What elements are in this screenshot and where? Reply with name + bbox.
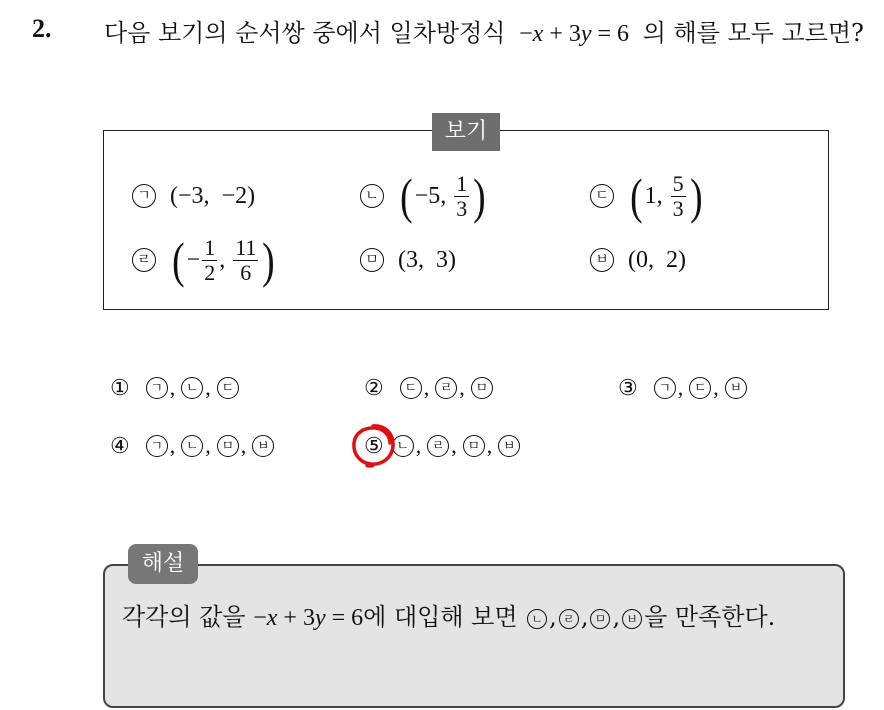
choice-marker: ㅁ (217, 435, 239, 457)
item-4-x-sign: − (186, 246, 201, 273)
bogi-item-1: ㄱ ( −3 , −2 ) (132, 166, 255, 226)
choice-marker: ㄱ (654, 377, 676, 399)
choice-marker: ㄴ (181, 435, 203, 457)
item-4-y-fraction (233, 236, 258, 283)
choice-marker: ㄴ (392, 435, 414, 457)
item-4-x-denominator: 2 (204, 259, 216, 285)
item-2-y-fraction (454, 172, 469, 219)
item-6-x: 0 (636, 246, 648, 273)
item-4-y-numerator: 11 (235, 235, 257, 261)
item-6-y: 2 (666, 246, 678, 273)
option-5[interactable]: ⑤ ㄴ , ㄹ , ㅁ , ㅂ (364, 429, 520, 463)
option-number-3: ③ (618, 375, 638, 400)
item-3-x: 1 (644, 182, 657, 209)
item-4-x-fraction (202, 236, 217, 283)
solution-text-middle: 에 대입해 보면 (363, 603, 518, 631)
solution-text-after: 을 만족한다. (644, 603, 776, 631)
bogi-label: 보기 (432, 113, 500, 151)
question-text-before: 다음 보기의 순서쌍 중에서 일차방정식 (104, 19, 506, 47)
marker-bieup: ㅂ (590, 248, 614, 272)
bogi-item-4: ㄹ ( − $\frac{1}{2}$ , $\frac{11}{6}$ ) (132, 230, 277, 290)
solution-choice: ㅁ (590, 609, 610, 629)
question-number: 2. (32, 14, 52, 43)
solution-text-before: 각각의 값을 (122, 603, 246, 631)
question-text-after: 의 해를 모두 고르면? (642, 19, 864, 47)
marker-nieun: ㄴ (360, 184, 384, 208)
option-3[interactable]: ③ ㄱ , ㄷ , ㅂ (618, 371, 747, 405)
marker-digeut: ㄷ (590, 184, 614, 208)
marker-giyeok: ㄱ (132, 184, 156, 208)
choice-marker: ㄴ (181, 377, 203, 399)
solution-choice: ㅂ (622, 609, 642, 629)
item-5-x: 3 (406, 246, 418, 273)
item-3-y-numerator: 5 (672, 171, 684, 197)
equation: −x + 3y = 6 (513, 21, 636, 47)
choice-marker: ㄹ (427, 435, 449, 457)
bogi-item-3: ㄷ ( 1 , $\frac{5}{3}$ ) (590, 166, 704, 226)
bogi-item-2: ㄴ ( −5 , $\frac{1}{3}$ ) (360, 166, 488, 226)
marker-rieul: ㄹ (132, 248, 156, 272)
choice-marker: ㄷ (400, 377, 422, 399)
choice-marker: ㄱ (146, 435, 168, 457)
solution-choice: ㄴ (527, 609, 547, 629)
item-2-x: −5 (414, 182, 441, 209)
item-1-x: −3 (178, 182, 204, 209)
item-2-y-denominator: 3 (456, 195, 468, 221)
item-3-y-fraction (671, 172, 686, 219)
option-2[interactable]: ② ㄷ , ㄹ , ㅁ (364, 371, 493, 405)
option-number-5: ⑤ (364, 433, 384, 458)
bogi-item-6: ㅂ ( 0 , 2 ) (590, 230, 686, 290)
choice-marker: ㄷ (689, 377, 711, 399)
item-5-y: 3 (436, 246, 448, 273)
item-1-y: −2 (221, 182, 248, 209)
item-4-y-denominator: 6 (240, 259, 252, 285)
choice-marker: ㄹ (435, 377, 457, 399)
bogi-item-5: ㅁ ( 3 , 3 ) (360, 230, 456, 290)
option-number-1: ① (110, 375, 130, 400)
choice-marker: ㅂ (725, 377, 747, 399)
question-text (104, 14, 864, 53)
choice-marker: ㅂ (252, 435, 274, 457)
item-2-y-numerator: 1 (456, 171, 468, 197)
option-1[interactable]: ① ㄱ , ㄴ , ㄷ (110, 371, 239, 405)
option-4[interactable]: ④ ㄱ , ㄴ , ㅁ , ㅂ (110, 429, 274, 463)
solution-label: 해설 (128, 544, 198, 584)
answer-circle-mark (349, 421, 397, 469)
choice-marker: ㅁ (471, 377, 493, 399)
solution-choice: ㄹ (559, 609, 579, 629)
choice-marker: ㅁ (463, 435, 485, 457)
marker-mieum: ㅁ (360, 248, 384, 272)
solution-text: 각각의 값을 −x + 3y = 6에 대입해 보면 ㄴ , ㄹ , ㅁ , ㅂ 을 만족한다. (122, 603, 776, 631)
solution-equation: −x + 3y = 6 (253, 605, 364, 631)
option-number-2: ② (364, 375, 384, 400)
item-4-x-numerator: 1 (204, 235, 216, 261)
option-number-4: ④ (110, 433, 130, 458)
choice-marker: ㄱ (146, 377, 168, 399)
choice-marker: ㄷ (217, 377, 239, 399)
choice-marker: ㅂ (498, 435, 520, 457)
item-3-y-denominator: 3 (672, 195, 684, 221)
